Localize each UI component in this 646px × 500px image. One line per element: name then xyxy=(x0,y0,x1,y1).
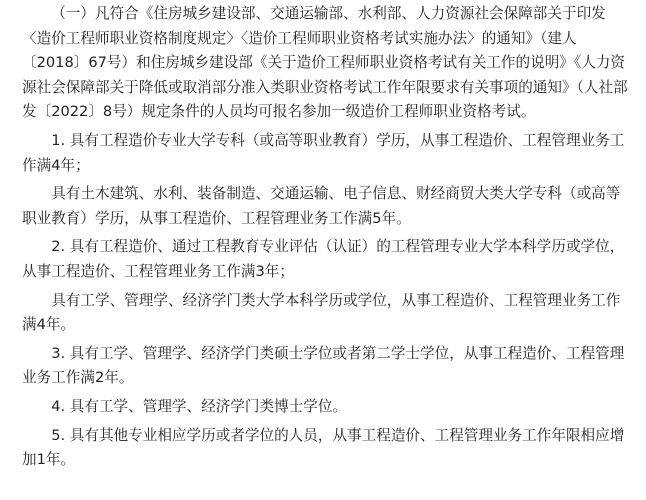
paragraph-item-2-alt: 具有工学、管理学、经济学门类大学本科学历或学位，从事工程造价、工程管理业务工作满4年。 xyxy=(22,291,621,334)
paragraph-item-5: 5. 具有其他专业相应学历或者学位的人员，从事工程造价、工程管理业务工作年限相应增加1年。 xyxy=(22,426,625,469)
paragraph-item-1: 1. 具有工程造价专业大学专科（或高等职业教育）学历，从事工程造价、工程管理业务工作满4年； xyxy=(22,131,625,174)
paragraph-item-4: 4. 具有工学、管理学、经济学门类博士学位。 xyxy=(51,397,348,415)
paragraph-item-2: 2. 具有工程造价、通过工程教育专业评估（认证）的工程管理专业大学本科学历或学位，从事工程造价、工程管理业务工作满3年； xyxy=(22,238,625,280)
paragraph-item-1-alt: 具有土木建筑、水利、装备制造、交通运输、电子信息、财经商贸大类大学专科（或高等职业教育）学历，从事工程造价、工程管理业务工作满5年。 xyxy=(22,185,621,227)
paragraph-item-3: 3. 具有工学、管理学、经济学门类硕士学位或者第二学士学位，从事工程造价、工程管理业务工作满2年。 xyxy=(22,344,625,387)
paragraph-intro: （一）凡符合《住房城乡建设部、交通运输部、水利部、人力资源社会保障部关于印发〈造价工程师职业资格制度规定〉〈造价工程师职业资格考试实施办法〉的通知》（建人〔2018〕67号）和住房城乡建设部《关于造价工程师职业资格考试有关工作的说明》《人力资源社会保障部关于降低或取消部分准入类职业资格考试工作年限要求有关事项的通知》（人社部发〔2022〕8号）规定条件的人员均可报名参加一级造价工程师职业资格考试。 xyxy=(22,5,628,121)
